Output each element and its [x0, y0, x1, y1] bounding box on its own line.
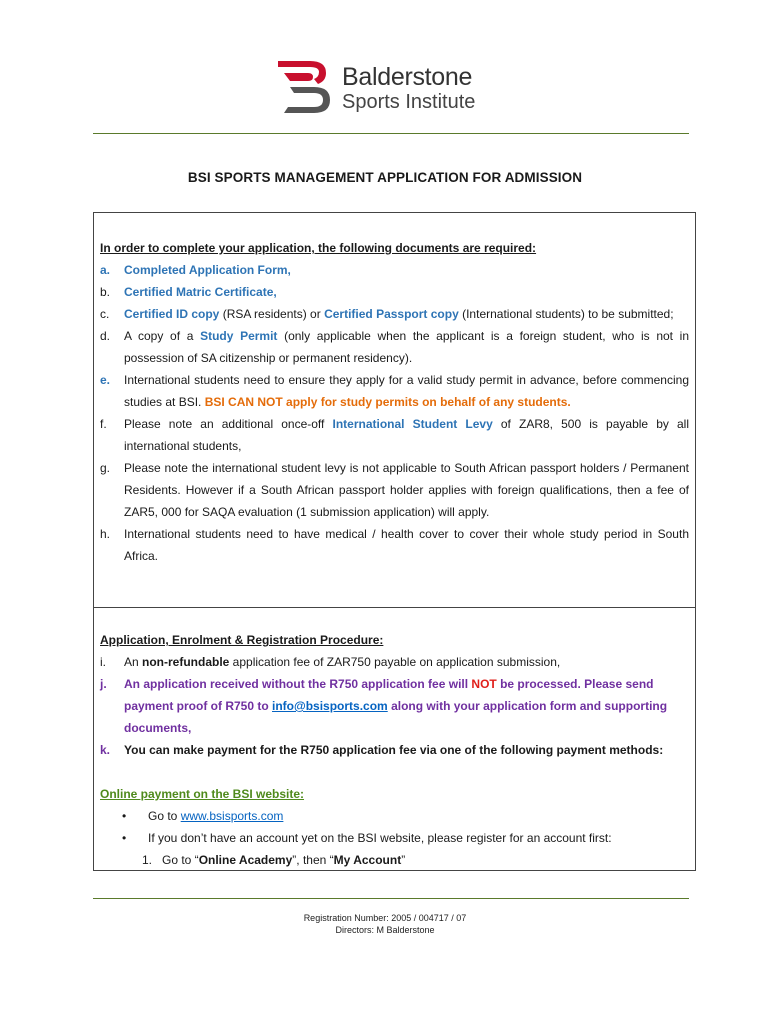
- list-item: [100, 651, 689, 673]
- list-item: [100, 281, 689, 303]
- item-text: Certified Matric Certificate,: [124, 285, 277, 299]
- list-item: [100, 739, 689, 761]
- item-marker: j.: [100, 677, 107, 691]
- list-item: [100, 849, 689, 871]
- bullet-icon: •: [122, 809, 127, 823]
- item-marker: h.: [100, 527, 111, 541]
- item-text: Certified Passport copy: [324, 307, 459, 321]
- item-text: An application received without the R750 application fee will: [124, 677, 472, 691]
- procedure-box: [93, 607, 696, 871]
- registration-number: Registration Number: 2005 / 004717 / 07: [303, 913, 467, 923]
- item-marker: a.: [100, 263, 111, 277]
- item-text: My Account: [333, 853, 402, 867]
- item-text: NOT: [471, 677, 497, 691]
- item-text: non-refundable: [142, 655, 230, 669]
- footer: [0, 912, 770, 936]
- list-item: [100, 325, 689, 369]
- item-text: of ZAR8, 500 is payable by all international students,: [124, 417, 689, 453]
- list-item: [100, 523, 689, 567]
- item-text: An: [124, 655, 143, 669]
- header-divider: [93, 133, 689, 134]
- item-marker: d.: [100, 329, 111, 343]
- item-text: ”: [401, 853, 406, 867]
- item-text: BSI CAN NOT apply for study permits on behalf of any students.: [204, 395, 571, 409]
- item-marker: g.: [100, 461, 111, 475]
- item-text: A copy of a: [124, 329, 201, 343]
- item-text: Go to: [148, 809, 181, 823]
- item-marker: c.: [100, 307, 110, 321]
- item-text: application fee of ZAR750 payable on application submission,: [229, 655, 561, 669]
- procedure-heading: Application, Enrolment & Registration Procedure:: [100, 633, 384, 647]
- item-text: Please note an additional once-off: [124, 417, 333, 431]
- item-text: along with your application form and supporting documents,: [124, 699, 668, 735]
- list-item: [100, 303, 689, 325]
- list-item: [100, 259, 689, 281]
- list-item: [100, 413, 689, 457]
- item-text: Certified ID copy: [124, 307, 220, 321]
- org-subtitle: Sports Institute: [342, 91, 476, 113]
- item-text: Go to “: [162, 853, 199, 867]
- item-text: Online Academy: [198, 853, 293, 867]
- bsi-logo: [276, 57, 506, 119]
- requirements-box: [93, 212, 696, 608]
- online-payment-heading: Online payment on the BSI website:: [100, 787, 305, 801]
- item-marker: f.: [100, 417, 107, 431]
- list-item: [100, 827, 689, 849]
- bsi-emblem-icon: [276, 57, 336, 117]
- bullet-icon: •: [122, 831, 127, 845]
- item-text: Completed Application Form,: [124, 263, 291, 277]
- item-text: International students need to have medical / health cover to cover their whole study period in South Africa.: [124, 527, 689, 563]
- directors: Directors: M Balderstone: [335, 925, 435, 935]
- item-text: If you don’t have an account yet on the BSI website, please register for an account first:: [148, 831, 612, 845]
- item-text: International Student Levy: [332, 417, 493, 431]
- item-text: (International students) to be submitted;: [458, 307, 674, 321]
- list-item: [100, 457, 689, 523]
- website-link[interactable]: www.bsisports.com: [180, 809, 284, 823]
- list-item: [100, 369, 689, 413]
- item-marker: e.: [100, 373, 111, 387]
- item-marker: b.: [100, 285, 111, 299]
- list-item: [100, 673, 689, 739]
- item-text: Study Permit: [200, 329, 278, 343]
- item-text: (RSA residents) or: [219, 307, 325, 321]
- list-item: [100, 805, 689, 827]
- item-text: (only applicable when the applicant is a foreign student, who is not in possession of SA citizenship or permanent residency).: [124, 329, 690, 365]
- item-marker: 1.: [142, 853, 153, 867]
- email-link[interactable]: info@bsisports.com: [272, 699, 388, 713]
- item-text: International students need to ensure they apply for a valid study permit in advance, before commencing studies at BSI.: [124, 373, 689, 409]
- item-text: ”, then “: [292, 853, 334, 867]
- item-text: Please note the international student levy is not applicable to South African passport holders / Permanent Residents. However if a South African passport holder applies with foreign qualifications, then a fee of ZAR5, 000 for SAQA evaluation (1 submission application) will apply.: [124, 461, 689, 519]
- requirements-heading: In order to complete your application, the following documents are required:: [100, 241, 537, 255]
- footer-divider: [93, 898, 689, 899]
- item-text: be processed. Please send payment proof of R750 to: [124, 677, 654, 713]
- item-marker: k.: [100, 743, 111, 757]
- org-name: Balderstone: [342, 63, 473, 91]
- page-title: BSI SPORTS MANAGEMENT APPLICATION FOR ADMISSION: [187, 170, 583, 185]
- item-marker: i.: [100, 655, 106, 669]
- item-text: You can make payment for the R750 application fee via one of the following payment methods:: [124, 743, 664, 757]
